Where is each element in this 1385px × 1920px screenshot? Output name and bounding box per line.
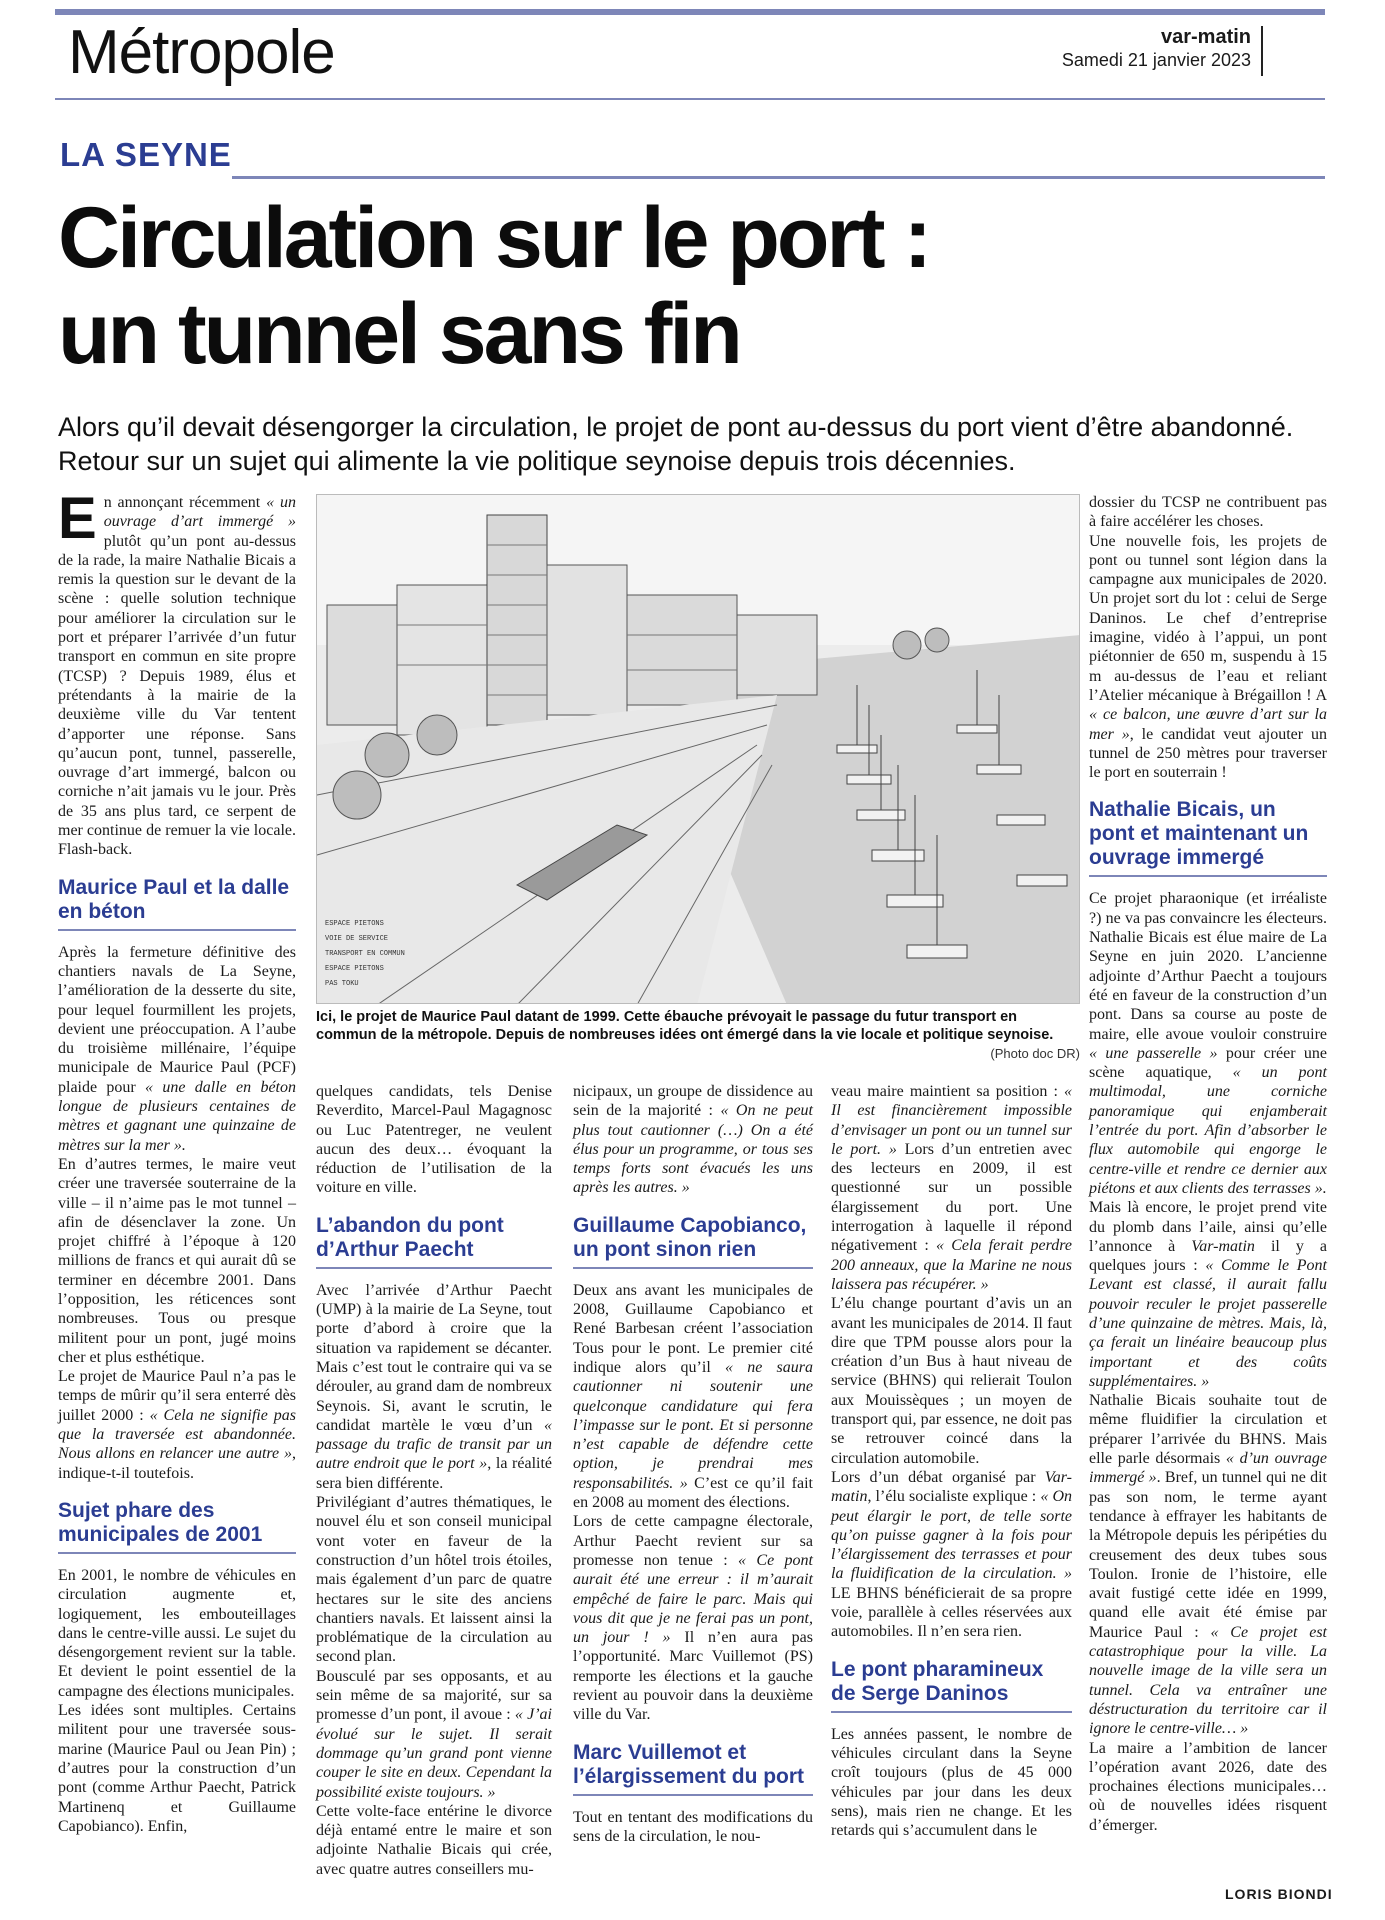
paragraph: Une nouvelle fois, les projets de pont ou tunnel sont légion dans la campagne aux municipales de 2020. Un projet sort du lot : celui de Serge Daninos. Le chef d’entreprise imagine, vidéo à l’appui, un pont piétonnier de 650 m, suspendu à 15 m au-dessus de l’eau et reliant l’Atelier mécanique à Brégaillon ! A « ce balcon, une œuvre d’art sur la mer », le candidat veut ajouter un tunnel de 250 mètres pour traverser le port en souterrain ! (1089, 532, 1327, 782)
subhead-arthur-paecht: L’abandon du pont d’Arthur Paecht (316, 1214, 552, 1269)
column-3 (573, 1082, 813, 1846)
paragraph: Tout en tentant des modifications du sens de la circulation, le nou- (573, 1808, 813, 1845)
paragraph: Nathalie Bicais souhaite tout de même fluidifier la circulation et préparer l’arrivée du BHNS. Mais elle parle désormais « d’un ouvrage immergé ». Bref, un tunnel qui ne dit pas son nom, le terme ayant tendance à effrayer les habitants de la Métropole depuis les péripéties du creusement des deux tubes sous Toulon. Ironie de l’histoire, elle avait fustigé cette idée en 1999, quand elle avait été émise par Maurice Paul : « Ce projet est catastrophique pour la ville. La nouvelle image de la ville sera un tunnel. Cela va entraîner une déstructuration du territoire car il ignore le centre-ville… » (1089, 1392, 1328, 1738)
paragraph: dossier du TCSP ne contribuent pas à faire accélérer les choses. (1089, 494, 1327, 531)
paragraph: Lors d’un débat organisé par Var-matin, l’élu socialiste explique : « On peut élargir le port, de telle sorte qu’on puisse gagner à la fois pour l’élargissement des terrasses et pour la fluidification de la circulation. » LE BHNS bénéficierait de sa propre voie, parallèle à celles réservées aux automobiles. Il n’en sera rien. (831, 1468, 1072, 1641)
subhead-municipales-2001: Sujet phare des municipales de 2001 (58, 1499, 296, 1554)
headline-line-2: un tunnel sans fin (58, 286, 740, 382)
paragraph: Ce projet pharaonique (et irréaliste ?) ne va pas convaincre les électeurs. Nathalie Bicais est élue maire de La Seyne en juin 2020. L’ancienne adjointe d’Arthur Paecht a toujours été en faveur de la construction d’un pont. Dans sa course au poste de maire, elle avoue vouloir construire « une passerelle » pour créer une scène aquatique, « un pont multimodal, une corniche panoramique qui enjamberait l’entrée du port. Afin d’absorber le flux automobile qui engorge le centre-ville et rendre ce dernier aux piétons et aux clients des terrasses ». (1089, 890, 1328, 1197)
project-illustration (316, 494, 1080, 1004)
paragraph: quelques candidats, tels Denise Reverdito, Marcel-Paul Magagnosc ou Luc Patentreger, ne veulent aucun des deux… évoquant la réduction de l’utilisation de la voiture en ville. (316, 1083, 552, 1197)
headline (58, 190, 1328, 382)
byline: LORIS BIONDI (1225, 1886, 1333, 1902)
paragraph: Les idées sont multiples. Certains militent pour une traversée sous-marine (Maurice Paul ou Jean Pin) ; d’autres pour la construction d’un pont (comme Arthur Paecht, Patrick Martinenq et Guillaume Capobianco). Enfin, (58, 1702, 296, 1835)
paragraph: Le projet de Maurice Paul n’a pas le temps de mûrir qu’il sera enterré dès juillet 2000 : « Cela ne signifie pas que la traversée est abandonnée. Nous allons en relancer une autre », indique-t-il toutefois. (58, 1368, 296, 1482)
photo-credit: (Photo doc DR) (990, 1046, 1080, 1061)
paragraph: Les années passent, le nombre de véhicules circulant dans la Seyne croît toujours (plus de 45 000 véhicules par jour dans les deux sens), mais rien ne change. Et les retards qui s’accumulent dans le (831, 1725, 1072, 1840)
paragraph: nicipaux, un groupe de dissidence au sein de la majorité : « On ne peut plus tout cautionner (…) On a été élus pour un programme, or tous ses temps forts sont évacués les uns après les autres. » (573, 1083, 813, 1197)
paragraph: Privilégiant d’autres thématiques, le nouvel élu et son conseil municipal vont voter en faveur de la construction d’un hôtel trois étoiles, mais également d’un parc de quatre hectares sur le site des anciens chantiers navals. Et laissent ainsi la problématique de la circulation au second plan. (316, 1494, 552, 1666)
subhead-vuillemot: Marc Vuillemot et l’élargissement du port (573, 1741, 813, 1796)
column-1 (58, 486, 296, 1836)
paragraph: Mais là encore, le projet prend vite du plomb dans l’aile, ainsi qu’elle l’annonce à Var-matin il y a quelques jours : « Comme le Pont Levant est classé, il aurait fallu pouvoir reculer le projet passerelle d’une quinzaine de mètres. Mais, là, ça ferait un linéaire beaucoup plus important et des coûts supplémentaires. » (1089, 1199, 1327, 1390)
harbour-sketch-image (317, 495, 1080, 1004)
legend-item: TRANSPORT EN COMMUN (325, 950, 405, 958)
paragraph: En 2001, le nombre de véhicules en circulation augmente et, logiquement, les embouteillages dans le centre-ville aussi. Le sujet du désengorgement revient sur la table. Et devient le point essentiel de la campagne des élections municipales. (58, 1566, 296, 1700)
column-4 (831, 1082, 1072, 1840)
paragraph: Après la fermeture définitive des chantiers navals de La Seyne, l’amélioration de la desserte du site, pour lequel fourmillent les projets, devient une préoccupation. A l’aube du troisième millénaire, l’équipe municipale de Maurice Paul (PCF) plaide pour « une dalle en béton longue de plusieurs centaines de mètres et gagnant une quinzaine de mètres sur la mer ». (58, 943, 296, 1154)
legend-item: PAS TOKU (325, 980, 359, 988)
standfirst: Alors qu’il devait désengorger la circulation, le projet de pont au-dessus du port vient d’être abandonné. Retour sur un sujet qui alimente la vie politique seynoise depuis trois décennies. (58, 412, 1294, 476)
photo-caption: Ici, le projet de Maurice Paul datant de 1999. Cette ébauche prévoyait le passage du futur transport en commun de la métropole. Depuis de nombreuses idées ont émergé dans la vie locale et politique seynoise. (316, 1009, 1054, 1043)
top-rule (55, 9, 1325, 15)
kicker-rule (232, 176, 1325, 179)
legend-item: ESPACE PIETONS (325, 965, 384, 973)
paragraph: En d’autres termes, le maire veut créer une traversée souterraine de la ville – il n’aime pas le mot tunnel – afin de désenclaver la zone. Un projet chiffré à l’époque à 120 millions de francs et qui aurait dû se terminer en décembre 2001. Dans l’opposition, les réticences sont nombreuses. Tous ou presque militent pour un pont, jugé moins cher et plus esthétique. (58, 1155, 296, 1366)
subhead-capobianco: Guillaume Capobianco, un pont sinon rien (573, 1214, 813, 1269)
legend-item: ESPACE PIETONS (325, 920, 384, 928)
subhead-maurice-paul: Maurice Paul et la dalle en béton (58, 876, 296, 931)
paragraph: Avec l’arrivée d’Arthur Paecht (UMP) à la mairie de La Seyne, tout porte d’abord à croire que la situation va rapidement se décanter. Mais c’est tout le contraire qui va se dérouler, au grand dam de nombreux Seynois. Si, avant le scrutin, le candidat martèle le vœu d’un « passage du trafic de transit par un autre endroit que le port », la réalité sera bien différente. (316, 1281, 553, 1492)
drop-cap: E (58, 486, 97, 551)
column-2 (316, 1082, 552, 1879)
paragraph: Bousculé par ses opposants, et au sein même de sa majorité, sur sa promesse d’un pont, il avoue : « J’ai évolué sur le sujet. Il serait dommage qu’un grand pont vienne couper le site en deux. Cependant la possibilité existe toujours. » (316, 1667, 552, 1801)
section-title: Métropole (68, 18, 335, 87)
paragraph: Lors de cette campagne électorale, Arthur Paecht revient sur sa promesse non tenue : « Ce pont aurait été une erreur : il m’aurait empêché de faire le parc. Mais qui vous dit que je ne ferai pas un pont, un jour ! » Il n’en aura pas l’opportunité. Marc Vuillemot (PS) remporte les élections et la gauche revient au pouvoir dans la deuxième ville du Var. (573, 1513, 814, 1724)
intro-paragraph: En annonçant récemment « un ouvrage d’art immergé » plutôt qu’un pont au-dessus de la rade, la maire Nathalie Bicais a remis la question sur le devant de la scène : quelle solution technique pour améliorer la circulation sur le port et préparer l’arrivée d’un futur transport en commun en site propre (TCSP) ? Depuis 1989, élus et prétendants à la mairie de la deuxième ville du Var tentent d’apporter une réponse. Sans qu’aucun pont, tunnel, passerelle, ouvrage d’art immergé, balcon ou corniche n’ait jamais vu le jour. Près de 35 ans plus tard, ce serpent de mer continue de remuer la vie locale. Flash-back. (58, 486, 296, 859)
headline-line-1: Circulation sur le port : (58, 190, 930, 286)
masthead (1062, 26, 1263, 76)
column-5 (1089, 493, 1327, 1835)
paragraph: La maire a l’ambition de lancer l’opération avant 2026, date des prochaines élections municipales… où de nouvelles idées risquent d’émerger. (1089, 1739, 1327, 1834)
legend-item: VOIE DE SERVICE (325, 935, 389, 943)
paper-name: var-matin (1160, 26, 1251, 48)
kicker: LA SEYNE (60, 136, 232, 173)
subhead-bicais: Nathalie Bicais, un pont et maintenant un ouvrage immergé (1089, 798, 1327, 877)
header-rule (55, 98, 1325, 100)
paragraph: L’élu change pourtant d’avis un an avant les municipales de 2014. Il faut dire que TPM pousse alors pour la création d’un Bus à haut niveau de service (BHNS) qui relierait Toulon aux Mouissèques ; un moyen de transport qui, par essence, ne doit pas se retrouver coincé dans la circulation automobile. (831, 1295, 1072, 1467)
subhead-daninos: Le pont pharamineux de Serge Daninos (831, 1658, 1072, 1713)
issue-date: Samedi 21 janvier 2023 (1061, 50, 1251, 70)
paragraph: veau maire maintient sa position : « Il est financièrement impossible d’envisager un pont ou un tunnel sur le port. » Lors d’un entretien avec des lecteurs en 2009, il est questionné sur un possible élargissement du port. Une interrogation à laquelle il répond négativement : « Cela ferait perdre 200 anneaux, que la Marine ne nous laissera pas récupérer. » (831, 1083, 1073, 1293)
paragraph: Cette volte-face entérine le divorce déjà entamé entre le maire et son adjointe Nathalie Bicais qui crée, avec quatre autres conseillers mu- (316, 1802, 552, 1878)
paragraph: Deux ans avant les municipales de 2008, Guillaume Capobianco et René Barbesan créent l’association Tous pour le pont. Le premier cité indique alors qu’il « ne saura cautionner ni soutenir une quelconque candidature qui fera l’impasse sur le pont. Et si personne n’est capable de défendre cette option, je prendrai mes responsabilités. » C’est ce qu’il fait en 2008 au moment des élections. (573, 1281, 814, 1512)
